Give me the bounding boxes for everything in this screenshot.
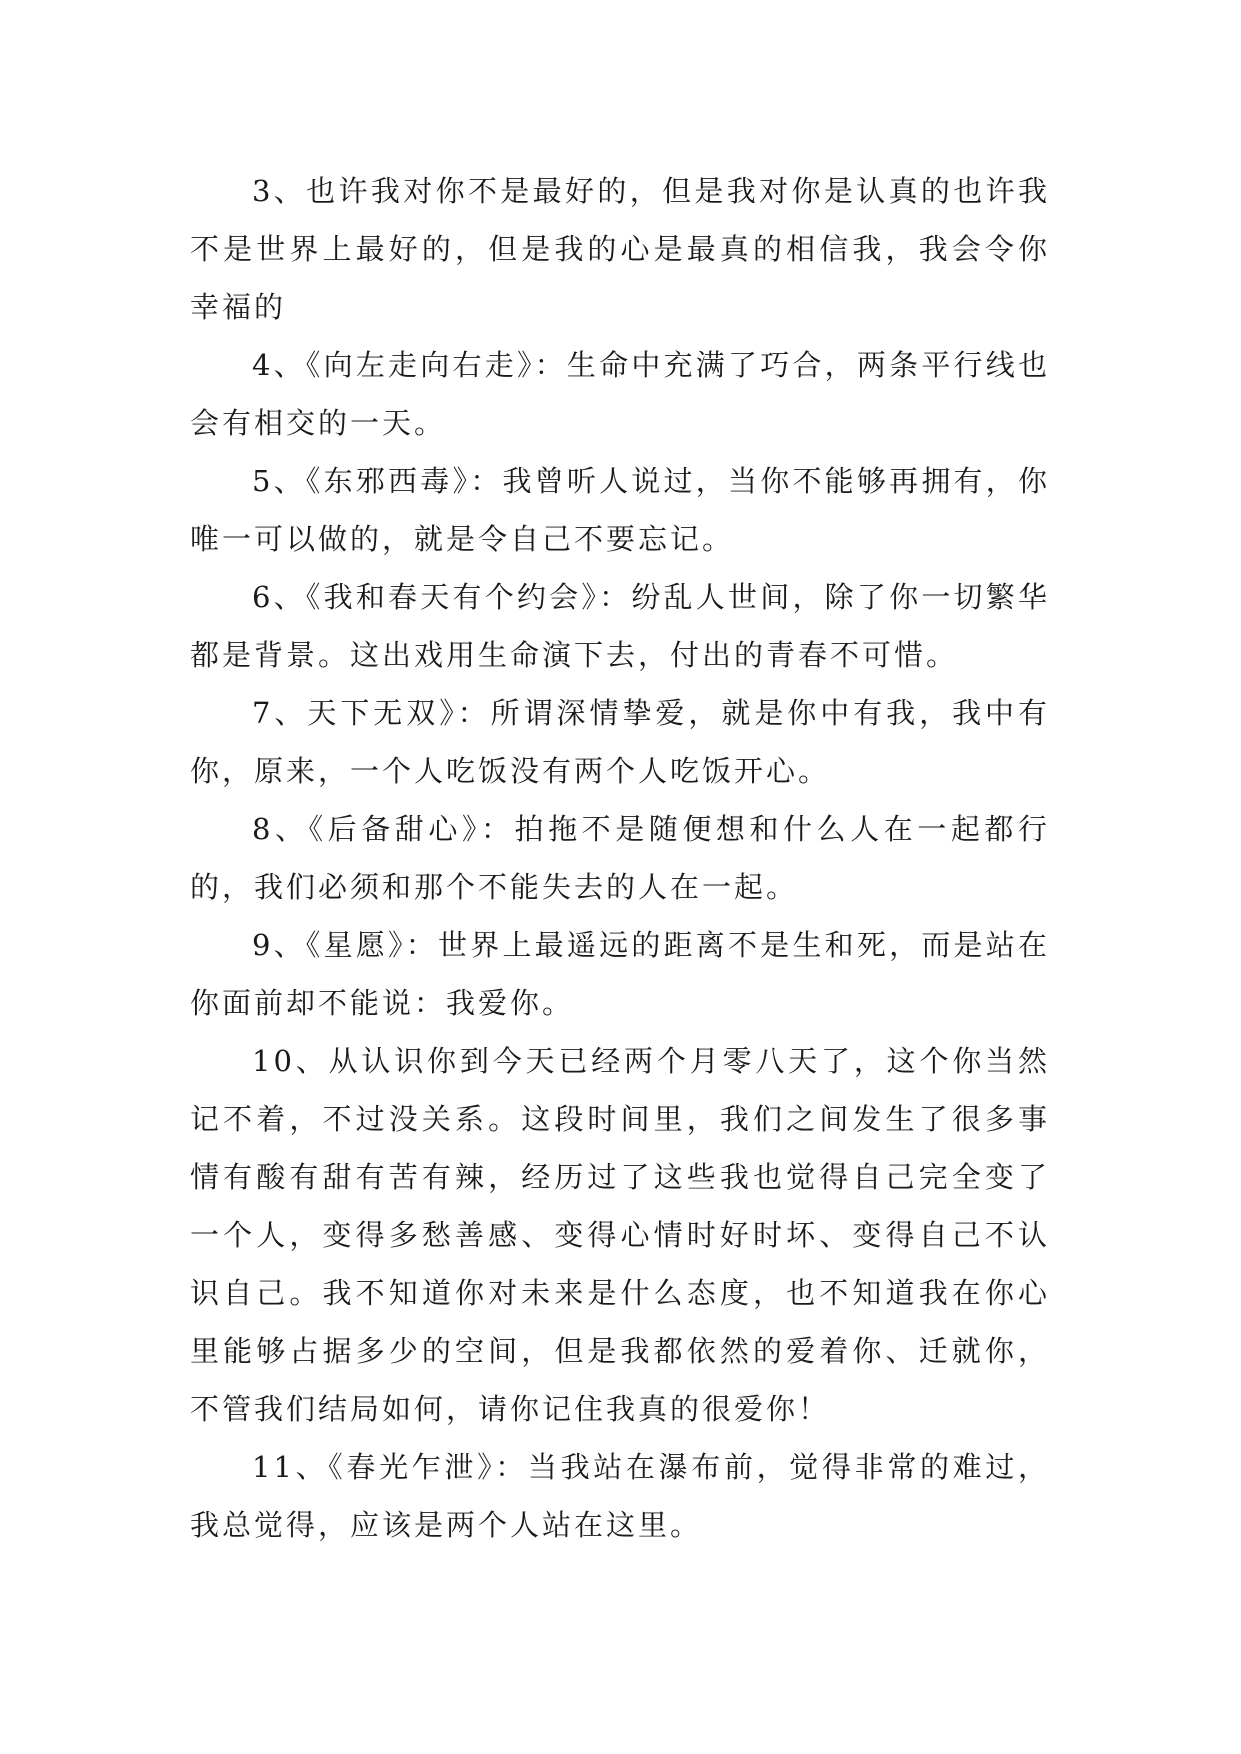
paragraph-9: 9、《星愿》：世界上最遥远的距离不是生和死，而是站在你面前却不能说：我爱你。 <box>190 928 1050 1020</box>
paragraph-5: 5、《东邪西毒》：我曾听人说过，当你不能够再拥有，你唯一可以做的，就是令自己不要忘记。 <box>190 464 1050 556</box>
paragraph-7: 7、天下无双》：所谓深情挚爱，就是你中有我，我中有你，原来，一个人吃饭没有两个人吃饭开心。 <box>190 696 1050 788</box>
paragraph-3: 3、也许我对你不是最好的，但是我对你是认真的也许我不是世界上最好的，但是我的心是最真的相信我，我会令你幸福的 <box>190 174 1050 324</box>
paragraph-10: 10、从认识你到今天已经两个月零八天了，这个你当然记不着，不过没关系。这段时间里，我们之间发生了很多事情有酸有甜有苦有辣，经历过了这些我也觉得自己完全变了一个人，变得多愁善感、变得心情时好时坏、变得自己不认识自己。我不知道你对未来是什么态度，也不知道我在你心里能够占据多少的空间，但是我都依然的爱着你、迁就你，不管我们结局如何，请你记住我真的很爱你！ <box>190 1044 1050 1426</box>
paragraph-8: 8、《后备甜心》：拍拖不是随便想和什么人在一起都行的，我们必须和那个不能失去的人在一起。 <box>190 812 1050 904</box>
paragraph-6: 6、《我和春天有个约会》：纷乱人世间，除了你一切繁华都是背景。这出戏用生命演下去，付出的青春不可惜。 <box>190 580 1050 672</box>
document-body <box>190 162 1050 1554</box>
paragraph-4: 4、《向左走向右走》：生命中充满了巧合，两条平行线也会有相交的一天。 <box>190 348 1050 440</box>
paragraph-11: 11、《春光乍泄》：当我站在瀑布前，觉得非常的难过，我总觉得，应该是两个人站在这里。 <box>190 1450 1050 1542</box>
